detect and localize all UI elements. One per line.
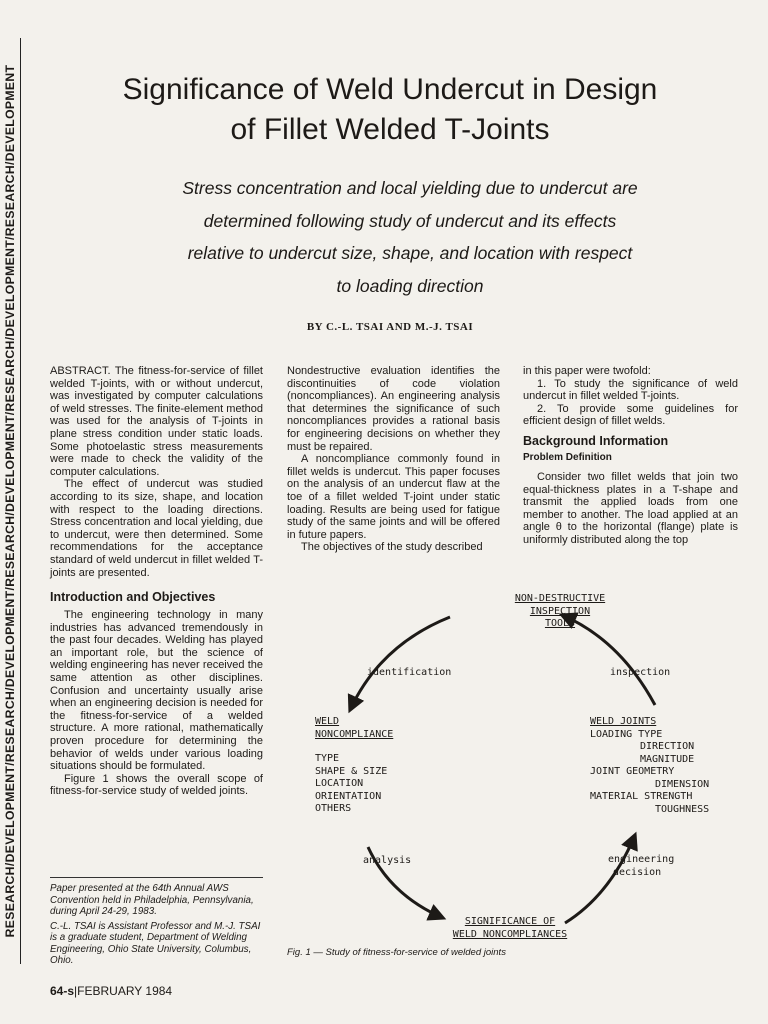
objective-1: 1. To study the significance of weld undercut in fillet welded T-joints. xyxy=(523,377,738,403)
node-line: TOOLS xyxy=(544,618,576,629)
col2-paragraph-2: A noncompliance commonly found in fillet welds is undercut. This paper focuses on the analysis of an undercut flaw at the toe of a fillet welded T-joint under static loading. Results are being used for fatigue study of the same joints and will be offered in future papers. xyxy=(287,453,500,541)
node-title: WELD JOINTS xyxy=(590,716,657,727)
edge-label-identification: identification xyxy=(367,667,452,678)
node-line: MATERIAL STRENGTH xyxy=(590,791,693,802)
intro-heading: Introduction and Objectives xyxy=(50,590,216,605)
deck-line: relative to undercut size, shape, and location with respect xyxy=(187,243,633,263)
node-weld-joints xyxy=(590,716,709,816)
node-item: ORIENTATION xyxy=(315,790,382,802)
node-line: LOADING TYPE xyxy=(590,728,663,740)
column-3 xyxy=(523,365,738,547)
col3-paragraph-1: in this paper were twofold: xyxy=(523,365,651,377)
col2-paragraph-3: The objectives of the study described xyxy=(301,541,483,554)
col2-paragraph-1: Nondestructive evaluation identifies the discontinuities of code violation (noncompliances). An engineering analysis that determines the significance of such noncompliances provides a rational basis for engineering decisions on whether they must be repaired. xyxy=(287,365,500,453)
col3-paragraph-2: Consider two fillet welds that join two equal-thickness plates in a T-shape and transmit the applied loads from one member to another. The load applied at an angle θ to the horizontal (flange) plate is uniformly distributed along the top xyxy=(523,470,738,546)
node-line: JOINT GEOMETRY xyxy=(590,766,675,777)
node-item: LOCATION xyxy=(315,778,364,789)
edge-label-engineering-decision xyxy=(608,854,674,879)
figure-caption: Fig. 1 — Study of fitness-for-service of welded joints xyxy=(287,947,506,958)
node-line: WELD NONCOMPLIANCES xyxy=(452,928,568,940)
column-1 xyxy=(50,365,263,798)
title-line-1: Significance of Weld Undercut in Design xyxy=(122,73,658,106)
byline: BY C.-L. TSAI AND M.-J. TSAI xyxy=(306,321,474,333)
sidebar-label: RESEARCH/DEVELOPMENT/RESEARCH/DEVELOPMENT/RESEARCH/DEVELOPMENT/RESEARCH/DEVELOPMENT/RESEARCH/DEVELOPMENT xyxy=(3,64,17,938)
node-line: INSPECTION xyxy=(529,605,591,617)
objective-2: 2. To provide some guidelines for efficient design of fillet welds. xyxy=(523,402,738,428)
figure-1 xyxy=(280,585,740,970)
problem-definition-heading: Problem Definition xyxy=(523,451,612,463)
deck-line: determined following study of undercut and its effects xyxy=(203,210,617,231)
intro-paragraph-2: Figure 1 shows the overall scope of fitness-for-service study of welded joints. xyxy=(50,772,263,798)
deck-line: to loading direction xyxy=(336,275,484,296)
abstract-paragraph-2: The effect of undercut was studied according to its size, shape, and location with respect to the loading directions. Stress concentration and local yielding, due to undercut, were then determined. Some recommendations for the acceptance standard of weld undercut in fillet welded T-joints are presented. xyxy=(50,478,263,579)
node-item: OTHERS xyxy=(315,803,352,814)
folio-page: 64-s xyxy=(50,984,75,998)
node-significance xyxy=(435,916,585,941)
edge-label-inspection: inspection xyxy=(610,667,671,678)
node-line: DIMENSION xyxy=(655,778,710,790)
node-title: NONCOMPLIANCE xyxy=(315,728,394,740)
node-line: SIGNIFICANCE OF xyxy=(464,916,556,927)
folio-date: FEBRUARY 1984 xyxy=(77,984,173,998)
footnote-authors: C.-L. TSAI is Assistant Professor and M.-J. TSAI is a graduate student, Department of Welding Engineering, Ohio State University, Columbus, Ohio. xyxy=(50,920,261,966)
footnote xyxy=(50,877,263,970)
deck-line: Stress concentration and local yielding due to undercut are xyxy=(182,178,638,198)
article-title xyxy=(40,70,740,150)
intro-paragraph-1: The engineering technology in many industries has advanced tremendously in the past four decades. Welding has played an important role, but the science of welding engineering has never received the same attention as other disciplines. Confusion and uncertainty usually arise when an engineering decision is needed for the fitness-for-service of a welded structure. A more rational, mathematically proven procedure for determining the behavior of welds under various loading situations should be formulated. xyxy=(50,609,263,773)
node-weld-noncompliance xyxy=(315,716,393,816)
edge-label-analysis: analysis xyxy=(363,855,412,866)
folio-separator: | xyxy=(74,984,78,998)
sidebar-band xyxy=(0,38,21,964)
node-item: SHAPE & SIZE xyxy=(315,765,388,777)
node-line: MAGNITUDE xyxy=(640,753,695,765)
edge-label-line: decision xyxy=(613,866,662,878)
node-line: NON-DESTRUCTIVE xyxy=(514,593,606,604)
node-line: DIRECTION xyxy=(640,741,695,752)
background-heading: Background Information xyxy=(523,433,669,448)
page-folio xyxy=(50,984,172,998)
node-item: TYPE xyxy=(315,753,340,764)
node-inspection-tools xyxy=(460,593,660,631)
node-title: WELD xyxy=(315,716,340,727)
arrow-to-weld-noncompliance xyxy=(350,617,450,710)
title-line-2: of Fillet Welded T-Joints xyxy=(230,113,550,146)
node-line: TOUGHNESS xyxy=(655,803,710,815)
edge-label-line: engineering xyxy=(608,854,675,865)
column-2 xyxy=(287,365,500,554)
abstract: ABSTRACT. The fitness-for-service of fillet welded T-joints, with or without undercut, was investigated by computer calculations of weld stresses. The finite-element method was used for the analysis of T-joints in plane stress condition under static loads. Some photoelastic stress measurements were made to check the validity of the computer calculations. xyxy=(50,365,263,478)
article-deck xyxy=(110,172,710,302)
footnote-presented: Paper presented at the 64th Annual AWS Convention held in Philadelphia, Pennsylvania, during April 24-29, 1983. xyxy=(50,883,254,917)
arrow-to-weld-joints xyxy=(565,835,635,923)
